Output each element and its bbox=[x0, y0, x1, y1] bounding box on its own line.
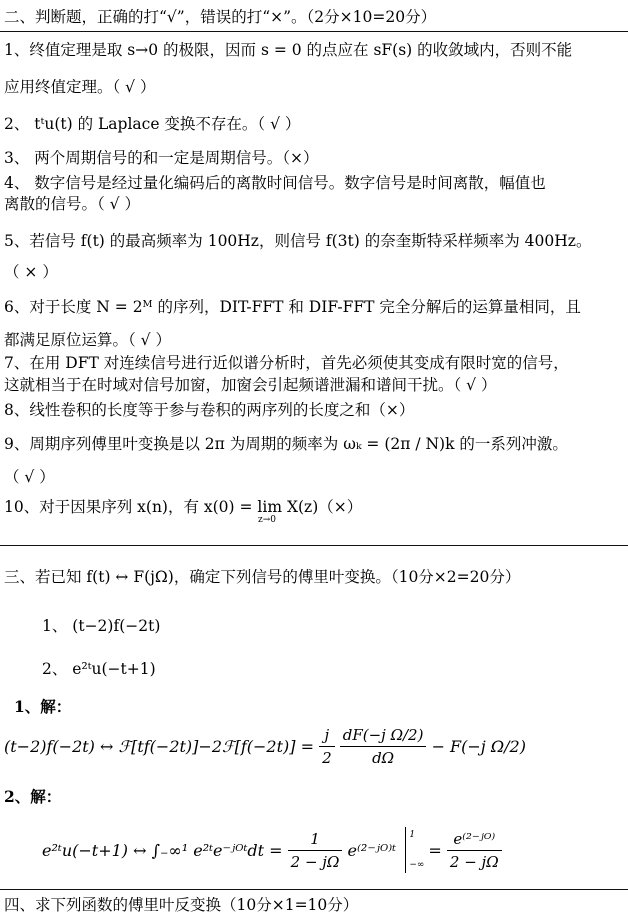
question-4-line-2: 离散的信号。（ √ ） bbox=[4, 195, 140, 213]
equals-sign: = bbox=[428, 840, 442, 860]
fraction-numerator: j bbox=[319, 724, 335, 747]
solution-1-equation bbox=[4, 724, 526, 784]
equation-1-tail: − F(−j Ω/2) bbox=[431, 737, 526, 756]
fraction-one-over bbox=[288, 828, 343, 873]
solution-2-equation bbox=[42, 820, 502, 880]
fraction-denominator: 2 − jΩ bbox=[449, 852, 499, 871]
question-7-line-1: 7、在用 DFT 对连续信号进行近似谱分析时，首先必须使其变成有限时宽的信号， bbox=[4, 354, 569, 372]
fraction-numerator: dF(−j Ω/2) bbox=[340, 724, 427, 747]
fraction-denominator: dΩ bbox=[372, 749, 395, 767]
exponential-term: e⁽²⁻ʲᴼ⁾ᵗ bbox=[347, 840, 397, 860]
fraction-result bbox=[447, 828, 502, 873]
question-2: 2、 tᵗu(t) 的 Laplace 变换不存在。（ √ ） bbox=[4, 115, 301, 133]
problem-2: 2、 e²ᵗu(−t+1) bbox=[42, 660, 156, 678]
question-9-line-1: 9、周期序列傅里叶变换是以 2π 为周期的频率为 ωₖ = (2π / N)k 的一系列冲激。 bbox=[4, 435, 568, 453]
divider bbox=[0, 545, 628, 546]
section-3-title: 三、若已知 f(t) ↔ F(jΩ)，确定下列信号的傅里叶变换。（10分×2=20分） bbox=[4, 568, 521, 586]
question-1-line-2: 应用终值定理。（ √ ） bbox=[4, 78, 156, 96]
question-8: 8、线性卷积的长度等于参与卷积的两序列的长度之和（×） bbox=[4, 401, 415, 419]
question-10: 10、对于因果序列 x(n)，有 x(0) = lim X(z)（×） bbox=[4, 498, 363, 516]
question-3: 3、 两个周期信号的和一定是周期信号。（×） bbox=[4, 149, 319, 167]
solution-2-label: 2、解： bbox=[4, 787, 62, 806]
section-4-title: 四、求下列函数的傅里叶反变换（10分×1=10分） bbox=[4, 896, 359, 914]
fraction-numerator: 1 bbox=[288, 828, 343, 851]
question-6-line-1: 6、对于长度 N = 2ᴹ 的序列，DIT-FFT 和 DIF-FFT 完全分解后的运算量相同，且 bbox=[4, 298, 581, 316]
question-4-line-1: 4、 数字信号是经过量化编码后的离散时间信号。数字信号是时间离散，幅值也 bbox=[4, 174, 546, 192]
question-9-line-2: （ √ ） bbox=[4, 468, 55, 486]
question-5-line-2: （ × ） bbox=[4, 263, 58, 281]
evaluation-bar bbox=[405, 827, 406, 873]
evaluation-limits bbox=[409, 820, 423, 880]
equation-2-lhs: e²ᵗu(−t+1) ↔ ∫₋∞¹ e²ᵗe⁻ʲᴼᵗdt = bbox=[42, 840, 283, 860]
section-2-title: 二、判断题，正确的打“√”，错误的打“×”。（2分×10=20分） bbox=[4, 8, 437, 26]
fraction-numerator: e⁽²⁻ʲᴼ⁾ bbox=[447, 828, 502, 851]
solution-1-label: 1、解： bbox=[14, 697, 72, 716]
equation-1-lhs: (t−2)f(−2t) ↔ ℱ[tf(−2t)]−2ℱ[f(−2t)] = bbox=[4, 737, 314, 756]
divider bbox=[0, 889, 628, 890]
question-6-line-2: 都满足原位运算。（ √ ） bbox=[4, 331, 171, 349]
fraction-denominator: 2 bbox=[322, 749, 332, 767]
fraction-denominator: 2 − jΩ bbox=[290, 852, 340, 871]
question-7-line-2: 这就相当于在时域对信号加窗，加窗会引起频谱泄漏和谱间干扰。（ √ ） bbox=[4, 376, 497, 394]
lower-limit: −∞ bbox=[409, 860, 425, 870]
problem-1: 1、 (t−2)f(−2t) bbox=[42, 617, 161, 635]
limit-subscript: z→0 bbox=[258, 515, 277, 525]
question-5-line-1: 5、若信号 f(t) 的最高频率为 100Hz，则信号 f(3t) 的奈奎斯特采样频率为 400Hz。 bbox=[4, 232, 592, 250]
upper-limit: 1 bbox=[409, 830, 416, 840]
fraction-derivative bbox=[340, 724, 427, 769]
divider bbox=[0, 31, 628, 32]
question-1-line-1: 1、终值定理是取 s→0 的极限，因而 s = 0 的点应在 sF(s) 的收敛域内，否则不能 bbox=[4, 41, 573, 59]
fraction-j-over-2 bbox=[319, 724, 335, 769]
